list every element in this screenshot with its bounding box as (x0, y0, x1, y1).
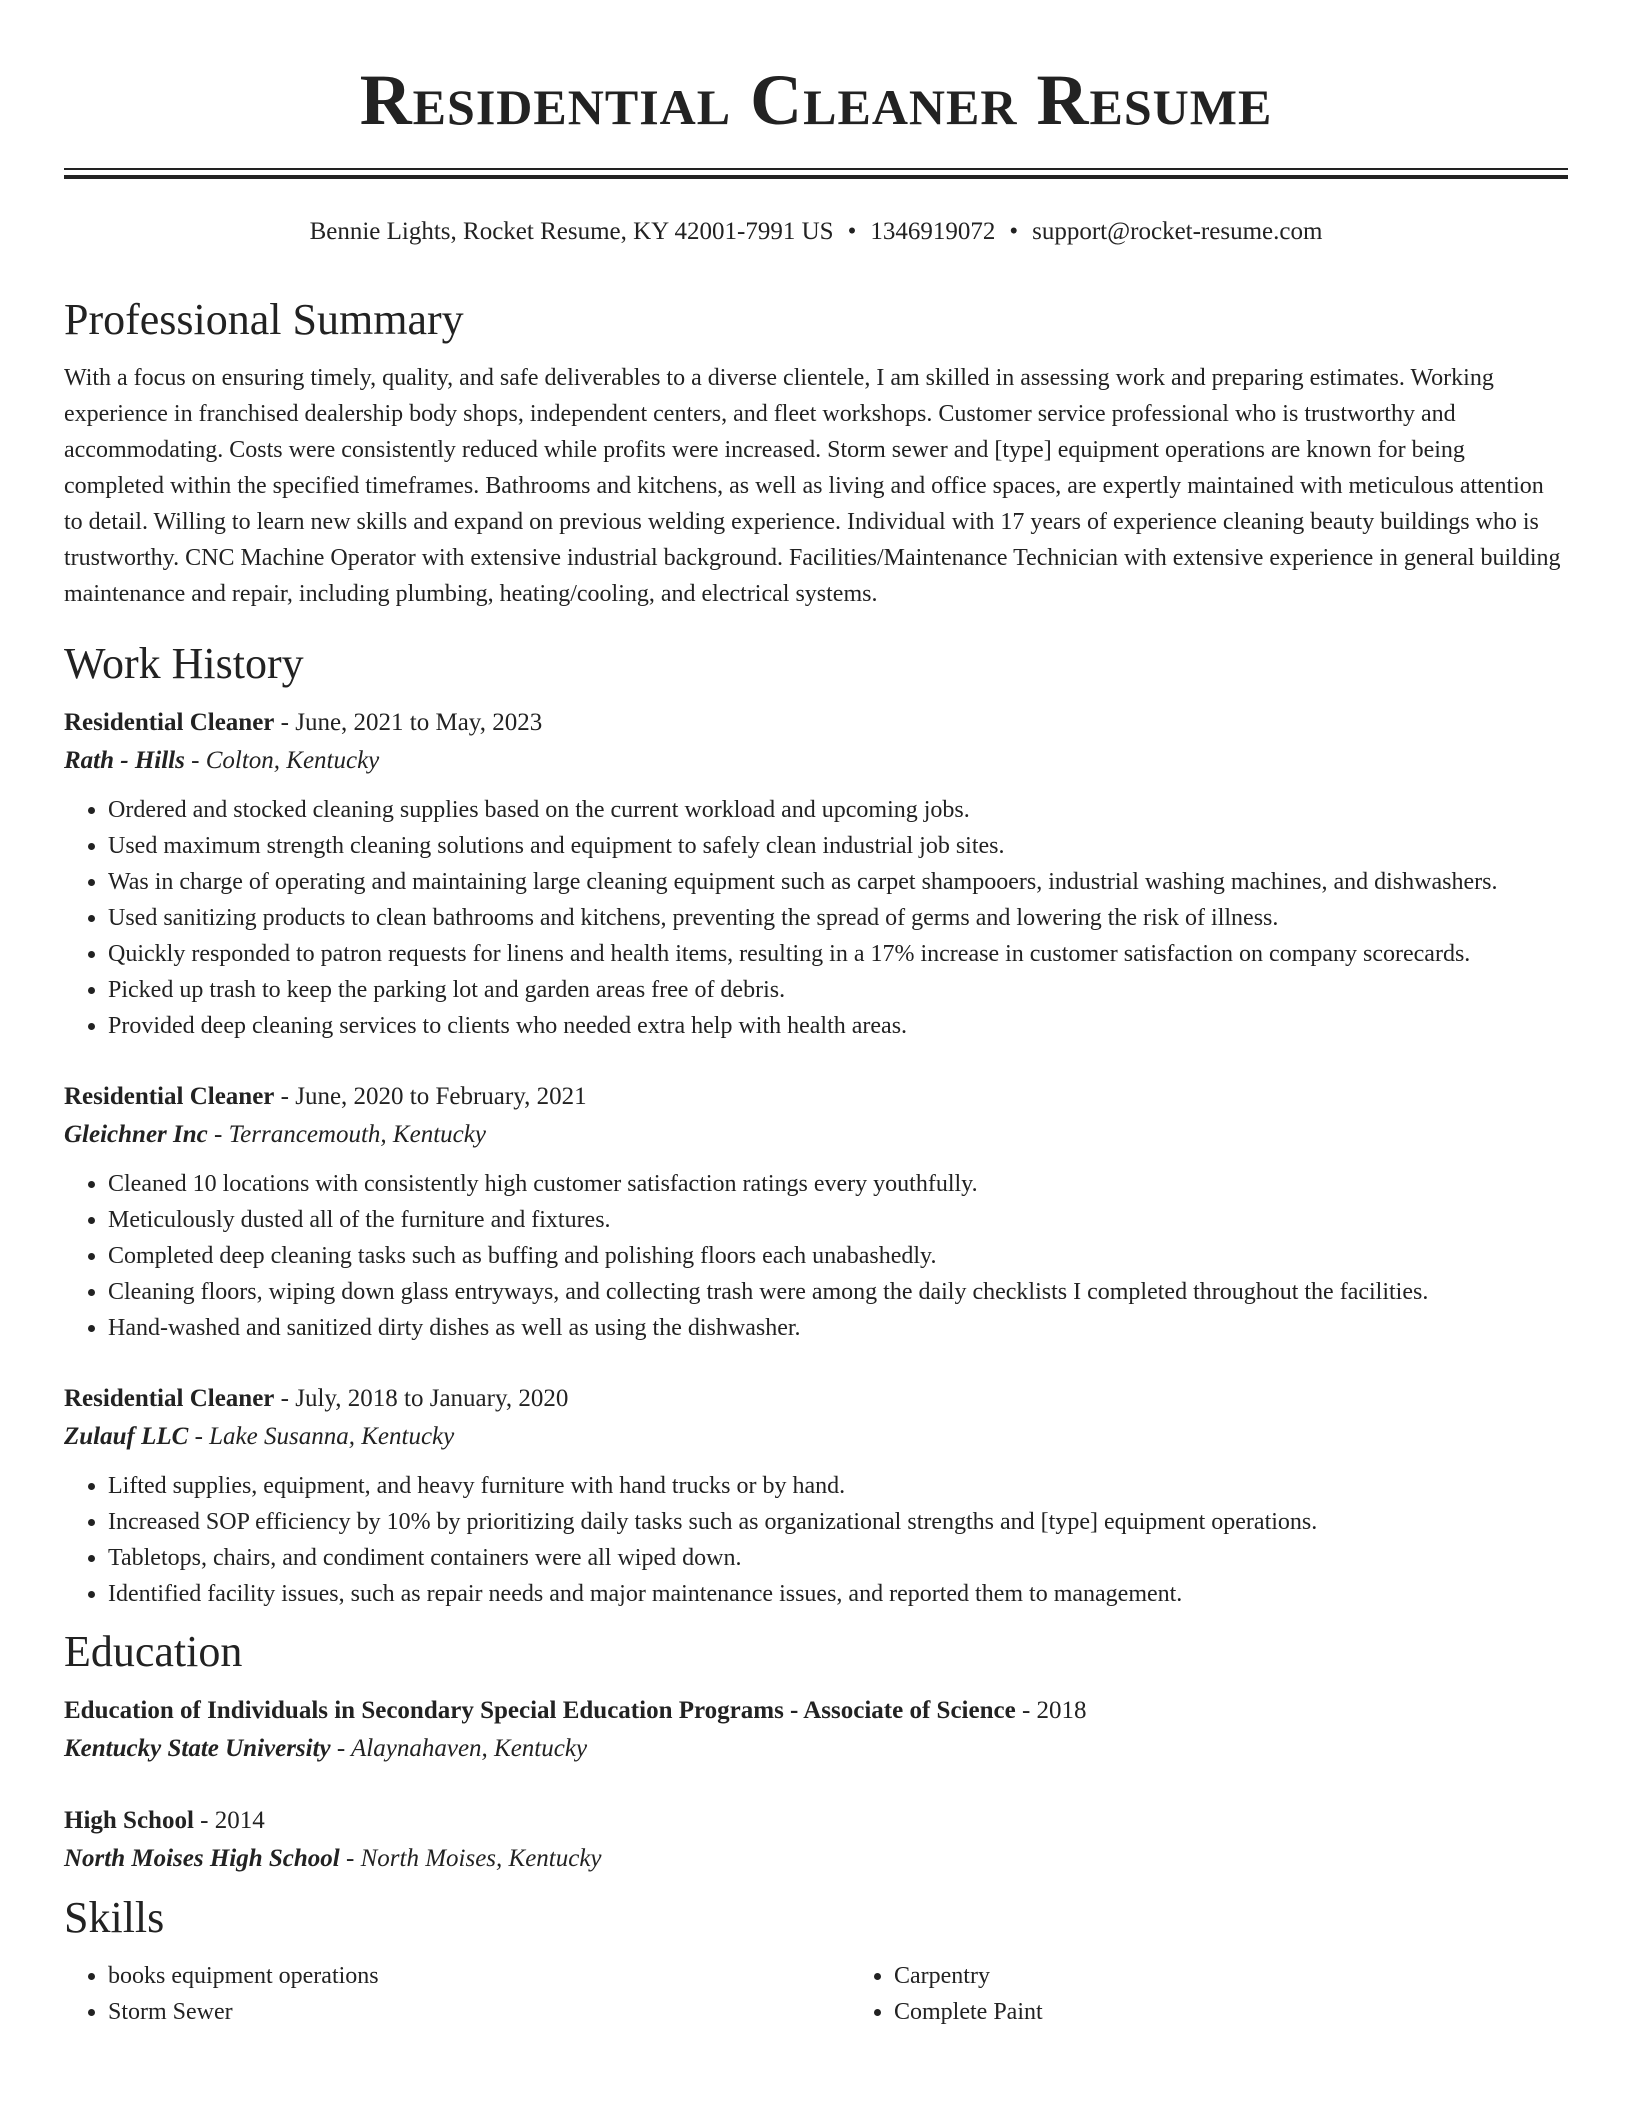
job-company: Rath - Hills (64, 747, 185, 774)
job-location: - Terrancemouth, Kentucky (207, 1121, 486, 1148)
contact-phone: 1346919072 (870, 218, 996, 245)
education-year: - 2018 (1015, 1697, 1087, 1724)
resume-content (64, 290, 1568, 2038)
title-divider-thin (64, 168, 1568, 170)
job-employer (64, 1418, 1568, 1456)
job-location: - Colton, Kentucky (184, 747, 380, 774)
skill-item: • Carpentry (894, 1958, 1612, 1994)
job-company: Zulauf LLC (64, 1423, 189, 1450)
job-duty: • Completed deep cleaning tasks such as buffing and polishing floors each unabashedly. (108, 1238, 1568, 1274)
job-duty: • Ordered and stocked cleaning supplies based on the current workload and upcoming jobs. (108, 792, 1568, 828)
work-history-section (64, 634, 1568, 1612)
education-heading: Education (64, 1627, 243, 1676)
job-company: Gleichner Inc (64, 1121, 208, 1148)
contact-line (0, 216, 1632, 248)
skills-list-left (64, 1958, 850, 2030)
job-duty: • Used maximum strength cleaning solutions and equipment to safely clean industrial job sites. (108, 828, 1568, 864)
skill-item: • Complete Paint (894, 1994, 1612, 2030)
education-location: - Alaynahaven, Kentucky (330, 1735, 588, 1762)
job-location: - Lake Susanna, Kentucky (188, 1423, 455, 1450)
education-school-line (64, 1730, 1568, 1768)
education-degree: Education of Individuals in Secondary Special Education Programs - Associate of Science (64, 1697, 1016, 1724)
contact-separator: • (1009, 218, 1019, 245)
summary-section (64, 290, 1568, 612)
job-duties (64, 1468, 1568, 1612)
skills-list-right (850, 1958, 1612, 2030)
job-dates: - June, 2021 to May, 2023 (274, 709, 543, 736)
job-header (64, 1380, 1568, 1418)
job-dates: - July, 2018 to January, 2020 (274, 1385, 569, 1412)
title-divider-thick (64, 175, 1568, 179)
education-location: - North Moises, Kentucky (339, 1845, 602, 1872)
education-school: Kentucky State University (64, 1735, 331, 1762)
summary-text: With a focus on ensuring timely, quality, and safe deliverables to a diverse clientele, I am skilled in assessing work and preparing estimates. Working experience in franchised dealership body shops, independent centers, and fleet workshops. Customer service professional who is trustworthy and accommodating. Costs were consistently reduced while profits were increased. Storm sewer and [type] equipment operations are known for being completed within the specified timeframes. Bathrooms and kitchens, as well as living and office spaces, are expertly maintained with meticulous attention to detail. Willing to learn new skills and expand on previous welding experience. Individual with 17 years of experience cleaning beauty buildings who is trustworthy. CNC Machine Operator with extensive industrial background. Facilities/Maintenance Technician with extensive experience in general building maintenance and repair, including plumbing, heating/cooling, and electrical systems. (64, 365, 1561, 607)
job-entry (64, 1380, 1568, 1612)
education-school: North Moises High School (64, 1845, 340, 1872)
contact-separator: • (847, 218, 857, 245)
job-employer (64, 742, 1568, 780)
skills-heading: Skills (64, 1893, 165, 1942)
education-degree: High School (64, 1807, 194, 1834)
job-duty: • Quickly responded to patron requests for linens and health items, resulting in a 17% increase in customer satisfaction on company scorecards. (108, 936, 1568, 972)
job-duty: • Cleaning floors, wiping down glass entryways, and collecting trash were among the daily checklists I completed throughout the facilities. (108, 1274, 1568, 1310)
education-section (64, 1622, 1568, 1878)
summary-heading: Professional Summary (64, 295, 464, 344)
resume-title: Residential Cleaner Resume (359, 60, 1273, 140)
skill-item: • Storm Sewer (108, 1994, 850, 2030)
job-title: Residential Cleaner (64, 709, 275, 736)
job-dates: - June, 2020 to February, 2021 (274, 1083, 587, 1110)
job-duty: • Used sanitizing products to clean bathrooms and kitchens, preventing the spread of germs and lowering the risk of illness. (108, 900, 1568, 936)
job-entry (64, 1078, 1568, 1346)
job-title: Residential Cleaner (64, 1083, 275, 1110)
job-entry (64, 704, 1568, 1044)
education-entry (64, 1692, 1568, 1768)
job-title: Residential Cleaner (64, 1385, 275, 1412)
job-header (64, 704, 1568, 742)
job-header (64, 1078, 1568, 1116)
job-duties (64, 792, 1568, 1044)
education-header (64, 1692, 1568, 1730)
job-duty: • Identified facility issues, such as repair needs and major maintenance issues, and reported them to management. (108, 1576, 1568, 1612)
job-duty: • Provided deep cleaning services to clients who needed extra help with health areas. (108, 1008, 1568, 1044)
education-year: - 2014 (193, 1807, 265, 1834)
job-duty: • Meticulously dusted all of the furniture and fixtures. (108, 1202, 1568, 1238)
job-duty: • Tabletops, chairs, and condiment containers were all wiped down. (108, 1540, 1568, 1576)
skills-columns (64, 1958, 1568, 2030)
contact-email[interactable]: support@rocket-resume.com (1032, 218, 1323, 245)
work-history-heading: Work History (64, 639, 304, 688)
education-entry (64, 1802, 1568, 1878)
job-duty: • Cleaned 10 locations with consistently high customer satisfaction ratings every youthfully. (108, 1166, 1568, 1202)
job-duty: • Lifted supplies, equipment, and heavy furniture with hand trucks or by hand. (108, 1468, 1568, 1504)
skills-section (64, 1888, 1568, 2030)
education-school-line (64, 1840, 1568, 1878)
job-duties (64, 1166, 1568, 1346)
job-duty: • Hand-washed and sanitized dirty dishes as well as using the dishwasher. (108, 1310, 1568, 1346)
job-duty: • Was in charge of operating and maintaining large cleaning equipment such as carpet shampooers, industrial washing machines, and dishwashers. (108, 864, 1568, 900)
contact-address: Bennie Lights, Rocket Resume, KY 42001-7991 US (309, 218, 834, 245)
education-header (64, 1802, 1568, 1840)
job-duty: • Increased SOP efficiency by 10% by prioritizing daily tasks such as organizational strengths and [type] equipment operations. (108, 1504, 1568, 1540)
job-employer (64, 1116, 1568, 1154)
job-duty: • Picked up trash to keep the parking lot and garden areas free of debris. (108, 972, 1568, 1008)
skill-item: • books equipment operations (108, 1958, 850, 1994)
